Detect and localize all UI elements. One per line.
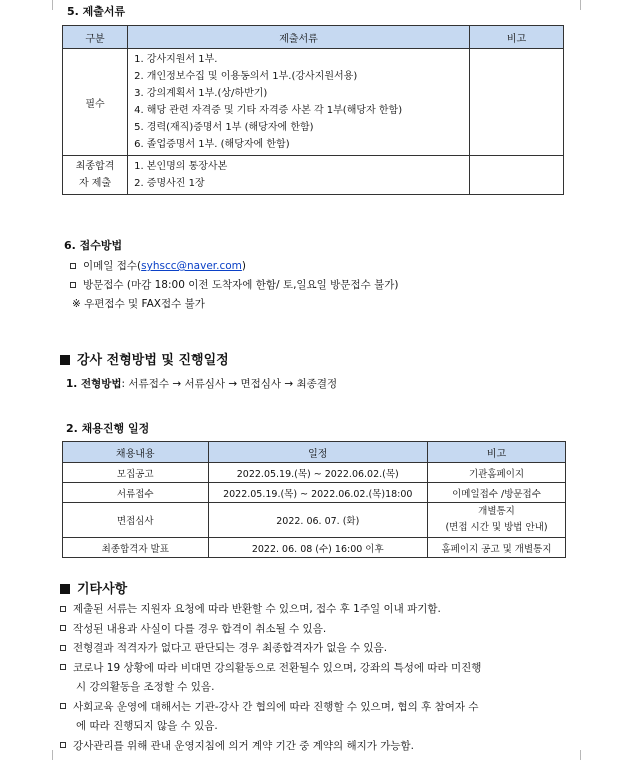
bullet-icon xyxy=(60,606,66,612)
list-item-continued: 시 강의활동을 조정할 수 있음. xyxy=(76,681,215,693)
bullet-icon xyxy=(60,703,66,709)
bullet-icon xyxy=(60,742,66,748)
row-category: 필수 xyxy=(63,49,128,156)
final-documents-list xyxy=(128,156,470,195)
bullet-icon xyxy=(70,263,76,269)
schedule-table xyxy=(62,441,566,558)
schedule-title: 2. 채용진행 일정 xyxy=(66,422,150,435)
col-header-category: 구분 xyxy=(63,26,128,49)
col-header-date: 일정 xyxy=(208,442,428,463)
page-corner-mark xyxy=(42,0,53,10)
list-item: 전형결과 적격자가 없다고 판단되는 경우 최종합격자가 없을 수 있음. xyxy=(58,639,588,659)
documents-table xyxy=(62,25,564,195)
row-category: 최종합격 자 제출 xyxy=(63,156,128,195)
section-5-title: 5. 제출서류 xyxy=(67,5,126,18)
list-item: 방문접수 (마감 18:00 이전 도착자에 한함/ 토,일요일 방문접수 불가) xyxy=(68,276,398,295)
selection-section-title: 강사 전형방법 및 진행일정 xyxy=(60,349,229,368)
row-note xyxy=(469,49,563,156)
table-row: 서류접수 2022.05.19.(목) ~ 2022.06.02.(목)18:00 이메일접수 /방문접수 xyxy=(63,483,566,503)
table-row xyxy=(63,156,564,195)
etc-section-title: 기타사항 xyxy=(60,578,127,597)
list-item: 제출된 서류는 지원자 요청에 따라 반환할 수 있으며, 접수 후 1주일 이내 파기함. xyxy=(58,600,588,620)
list-item: 코로나 19 상황에 따라 비대면 강의활동으로 전환될수 있으며, 강좌의 특성에 따라 미진행 xyxy=(58,659,588,679)
list-item: 작성된 내용과 사실이 다를 경우 합격이 취소될 수 있음. xyxy=(58,620,588,640)
square-bullet-icon xyxy=(60,584,70,594)
square-bullet-icon xyxy=(60,355,70,365)
bullet-icon xyxy=(60,664,66,670)
list-item: 3. 강의계획서 1부.(상/하반기) xyxy=(134,88,268,99)
list-item: 이메일 접수(syhscc@naver.com) xyxy=(68,257,398,276)
page-corner-mark xyxy=(42,750,53,760)
method-text: : 서류접수 → 서류심사 → 면접심사 → 최종결정 xyxy=(121,378,338,390)
bullet-icon xyxy=(70,282,76,288)
list-item: 6. 졸업증명서 1부. (해당자에 한함) xyxy=(134,139,290,150)
list-item: 1. 본인명의 통장사본 xyxy=(134,161,228,172)
list-item: 강사관리를 위해 관내 운영지침에 의거 계약 기간 중 계약의 해지가 가능함. xyxy=(58,737,588,757)
list-item: 5. 경력(재직)증명서 1부 (해당자에 한함) xyxy=(134,122,314,133)
list-item: 사회교육 운영에 대해서는 기관-강사 간 협의에 따라 진행할 수 있으며, 협의 후 참여자 수 xyxy=(58,698,588,718)
required-documents-list xyxy=(128,49,470,156)
col-header-note: 비고 xyxy=(428,442,566,463)
list-item: 1. 강사지원서 1부. xyxy=(134,54,218,65)
list-item-continued: 에 따라 진행되지 않을 수 있음. xyxy=(76,720,218,732)
col-header-item: 채용내용 xyxy=(63,442,209,463)
selection-method xyxy=(66,376,337,391)
list-item: 2. 개인정보수집 및 이용동의서 1부.(강사지원서용) xyxy=(134,71,358,82)
bullet-icon xyxy=(60,625,66,631)
email-link[interactable]: syhscc@naver.com xyxy=(141,260,242,272)
row-note xyxy=(469,156,563,195)
method-label: 1. 전형방법 xyxy=(66,378,122,390)
list-item: 4. 해당 관련 자격증 및 기타 자격증 사본 각 1부(해당자 한함) xyxy=(134,105,403,116)
table-row xyxy=(63,49,564,156)
table-row: 최종합격자 발표 2022. 06. 08 (수) 16:00 이후 홈페이지 공고 및 개별통지 xyxy=(63,538,566,558)
list-item: 2. 증명사진 1장 xyxy=(134,178,205,189)
notice-text: ※ 우편접수 및 FAX접수 불가 xyxy=(72,298,205,310)
etc-list xyxy=(58,600,588,756)
application-methods xyxy=(68,257,398,314)
page-corner-mark xyxy=(580,0,591,10)
col-header-documents: 제출서류 xyxy=(128,26,470,49)
col-header-note: 비고 xyxy=(469,26,563,49)
bullet-icon xyxy=(60,645,66,651)
section-6-title: 6. 접수방법 xyxy=(64,239,123,252)
table-row: 모집공고 2022.05.19.(목) ~ 2022.06.02.(목) 기관홈페이지 xyxy=(63,463,566,483)
table-row: 면접심사 2022. 06. 07. (화) 개별통지 (면접 시간 및 방법 안내) xyxy=(63,503,566,538)
